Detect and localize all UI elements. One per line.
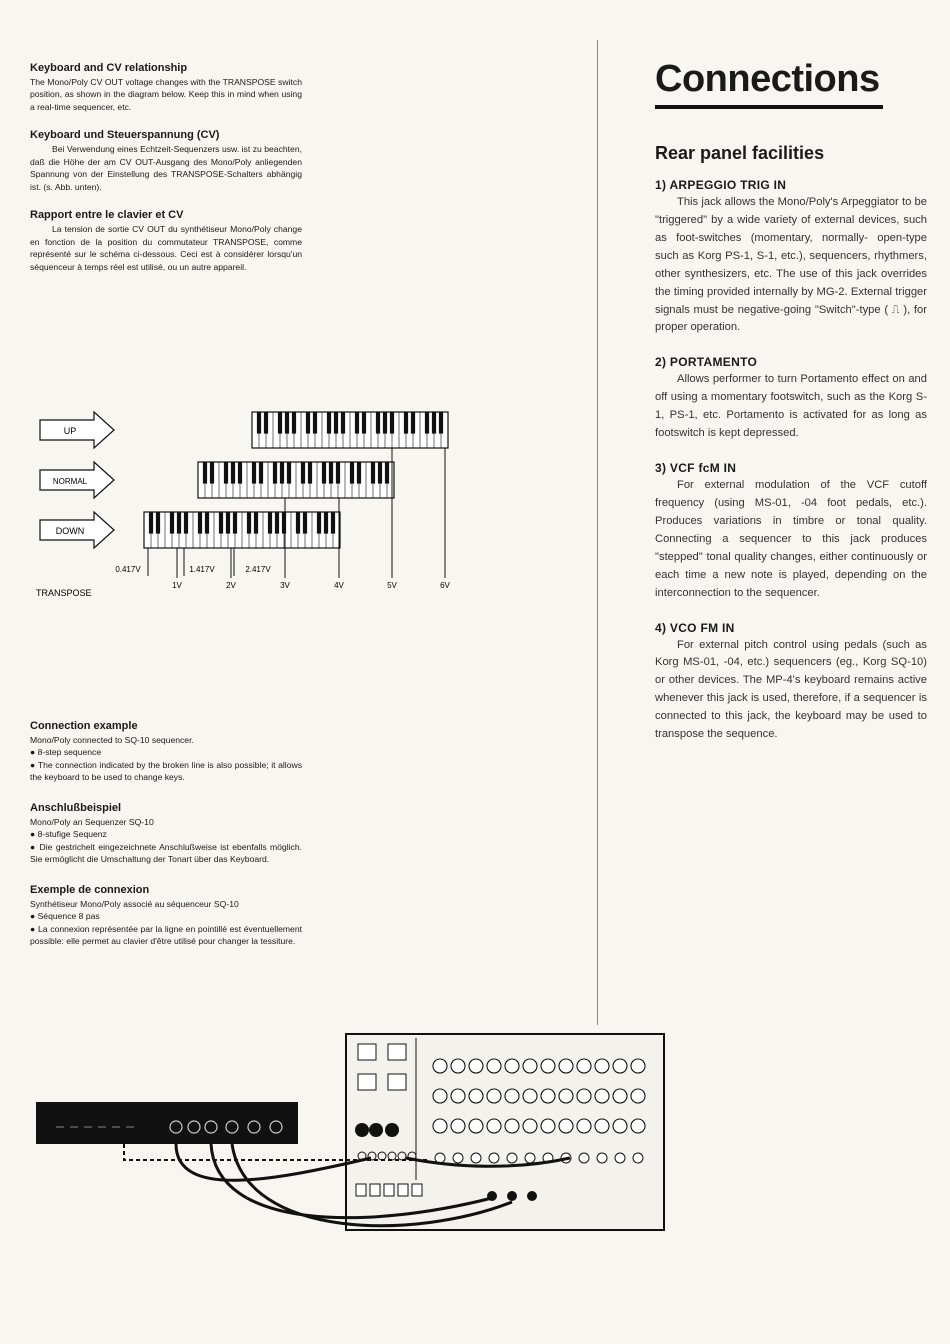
black-key	[205, 512, 209, 534]
connection-line: ● Séquence 8 pas	[30, 911, 100, 922]
sq10-knob	[541, 1089, 555, 1103]
black-key	[404, 412, 408, 434]
sq10-switch	[388, 1044, 406, 1060]
sq10-knob	[487, 1119, 501, 1133]
black-key	[231, 462, 235, 484]
section-cv-de	[30, 129, 302, 193]
sq10-step-jack	[597, 1153, 607, 1163]
black-key	[317, 512, 321, 534]
black-key	[329, 462, 333, 484]
black-key	[313, 412, 317, 434]
arrow-down-label: DOWN	[55, 526, 85, 536]
black-key	[233, 512, 237, 534]
black-key	[170, 512, 174, 534]
sq10-large-knob	[355, 1123, 369, 1137]
sq10-knob	[595, 1059, 609, 1073]
connection-line: ● 8-step sequence	[30, 747, 102, 758]
black-key	[292, 412, 296, 434]
page-title: Connections	[655, 58, 883, 109]
connection-illustration	[36, 1030, 666, 1240]
black-key	[224, 462, 228, 484]
black-key	[259, 462, 263, 484]
sq10-step-jack	[453, 1153, 463, 1163]
black-key	[184, 512, 188, 534]
voltage-label: 6V	[440, 581, 450, 590]
transpose-diagram	[30, 400, 470, 610]
transpose-diagram-svg	[30, 400, 470, 610]
connection-example-en	[30, 720, 302, 784]
arrow-up	[40, 412, 114, 448]
section-heading: Keyboard und Steuerspannung (CV)	[30, 129, 220, 142]
item-heading: 4) VCO FM IN	[655, 620, 735, 635]
sq10-knob	[559, 1059, 573, 1073]
sq10-switch	[358, 1044, 376, 1060]
sq10-knob	[523, 1089, 537, 1103]
right-column	[655, 58, 927, 762]
sq10-knob	[523, 1059, 537, 1073]
item-heading: 1) ARPEGGIO TRIG IN	[655, 178, 787, 192]
black-key	[254, 512, 258, 534]
section-body: Bei Verwendung eines Echtzeit-Sequenzers usw. ist zu beachten, daß die Höhe der am CV OUT-Ausgang des Mono/Poly anliegenden Spannung von der Einstellung des TRANSPOSE-Schalters abhängig ist. (s. Abb. unten).	[30, 144, 302, 192]
black-key	[247, 512, 251, 534]
sq10-step-jack	[579, 1153, 589, 1163]
black-key	[350, 462, 354, 484]
black-key	[355, 412, 359, 434]
black-key	[219, 512, 223, 534]
connection-line: ● The connection indicated by the broken line is also possible; it allows the keyboard to be used to change keys.	[30, 759, 302, 783]
sq10-knob	[433, 1119, 447, 1133]
connection-illustration-svg	[36, 1030, 666, 1240]
sq10-knob	[577, 1059, 591, 1073]
black-key	[371, 462, 375, 484]
voltage-label: 3V	[280, 581, 290, 590]
black-key	[336, 462, 340, 484]
sq10-knob	[613, 1089, 627, 1103]
sq10-knob	[451, 1059, 465, 1073]
section-heading: Rapport entre le clavier et CV	[30, 209, 184, 222]
black-key	[322, 462, 326, 484]
black-key	[268, 512, 272, 534]
black-key	[226, 512, 230, 534]
sq10-knob	[523, 1119, 537, 1133]
item-body: For external modulation of the VCF cutoff frequency (using MS-01, -04 foot pedals, etc.). Produces variations in timbre or tonal quality. Connecting a sequencer to this jack produces "stepped" tonal quality changes, either continuously or each time a new note is played, depending on the interconnection to the sequencer.	[655, 479, 927, 599]
section-body: La tension de sortie CV OUT du synthétiseur Mono/Poly change en fonction de la position du commutateur TRANSPOSE, comme représenté sur le schéma ci-dessous. Ceci est à considérer lorsqu'un séquenceur à temps réel est utilisé, ou un autre appareil.	[30, 224, 302, 272]
sq10-knob	[469, 1119, 483, 1133]
item-arpeggio-trig-in	[655, 178, 927, 337]
black-key	[308, 462, 312, 484]
item-portamento	[655, 355, 927, 443]
sq10-knob	[541, 1119, 555, 1133]
sq10-button	[398, 1184, 408, 1196]
sq10-large-knob	[369, 1123, 383, 1137]
arrow-up-label: UP	[63, 426, 77, 436]
section-subtitle: Rear panel facilities	[655, 143, 825, 163]
connection-example-de	[30, 802, 302, 866]
black-key	[390, 412, 394, 434]
connection-heading: Connection example	[30, 720, 138, 732]
keyboards-group	[144, 412, 448, 548]
connection-heading: Exemple de connexion	[30, 883, 150, 896]
black-key	[301, 462, 305, 484]
connection-line: Synthétiseur Mono/Poly associé au séquenceur SQ-10	[30, 898, 239, 909]
black-key	[198, 512, 202, 534]
connection-line: Mono/Poly an Sequenzer SQ-10	[30, 816, 154, 827]
connection-line: ● Die gestrichelt eingezeichnete Anschlußweise ist ebenfalls möglich. Sie ermöglicht die Umschaltung der Tonart über das Keyboard.	[30, 841, 302, 865]
sq10-knob	[433, 1059, 447, 1073]
black-key	[156, 512, 160, 534]
black-key	[149, 512, 153, 534]
black-key	[411, 412, 415, 434]
item-body: This jack allows the Mono/Poly's Arpeggiator to be "triggered" by a wide variety of external devices, such as foot-switches (momentary, normally- open-type such as Korg PS-1, S-1, etc.), sequencers, rhythmers, other synthesizers, etc. The use of this jack overrides the timing provided internally by MG-2. External trigger signals must be negative-going "Switch"-type ( ⎍ ), for proper operation.	[655, 196, 927, 334]
sq10-knob	[631, 1059, 645, 1073]
black-key	[303, 512, 307, 534]
black-key	[203, 462, 207, 484]
sq10-out-jack	[507, 1191, 517, 1201]
black-key	[306, 412, 310, 434]
arrow-normal-label: NORMAL	[52, 477, 88, 486]
sq10-step-jack	[615, 1153, 625, 1163]
section-cv-en	[30, 62, 302, 113]
black-key	[383, 412, 387, 434]
black-key	[334, 412, 338, 434]
sq10-knob	[613, 1059, 627, 1073]
sq10-knob	[559, 1089, 573, 1103]
item-body: Allows performer to turn Portamento effect on and off using a momentary footswitch, such as the Korg S-1, PS-1, etc. Portamento is activated for as long as footswitch is kept depressed.	[655, 373, 927, 440]
sq10-knob	[505, 1089, 519, 1103]
sq10-knob	[631, 1119, 645, 1133]
connection-examples	[30, 720, 302, 965]
connection-line: ● 8-stufige Sequenz	[30, 829, 107, 840]
black-key	[278, 412, 282, 434]
sq10-button	[356, 1184, 366, 1196]
sq10-button	[412, 1184, 422, 1196]
sq10-knob	[487, 1089, 501, 1103]
black-key	[264, 412, 268, 434]
sq10-knob	[613, 1119, 627, 1133]
voltage-label: 1V	[172, 581, 182, 590]
sq10-knob	[469, 1089, 483, 1103]
item-vco-fm-in	[655, 621, 927, 745]
voltage-label: 2V	[226, 581, 236, 590]
small-voltage-label: 1.417V	[189, 565, 215, 574]
sq10-knob	[505, 1119, 519, 1133]
black-key	[238, 462, 242, 484]
black-key	[287, 462, 291, 484]
arrow-down	[40, 512, 114, 548]
sq10-knob	[469, 1059, 483, 1073]
sq10-knob	[631, 1089, 645, 1103]
item-vcf-fcm-in	[655, 461, 927, 602]
sq10-knob	[595, 1089, 609, 1103]
section-cv-fr	[30, 209, 302, 273]
section-body: The Mono/Poly CV OUT voltage changes with the TRANSPOSE switch position, as shown in the diagram below. Keep this in mind when using a real-time sequencer, etc.	[30, 77, 302, 112]
sq10-knob	[505, 1059, 519, 1073]
sq10-knob	[577, 1089, 591, 1103]
sq10-knob	[433, 1089, 447, 1103]
sq10-button	[370, 1184, 380, 1196]
sq10-switch	[388, 1074, 406, 1090]
black-key	[331, 512, 335, 534]
item-body: For external pitch control using pedals (such as Korg MS-01, -04, etc.) sequencers (eg., Korg SQ-10) or other devices. The MP-4's keyboard remains active whenever this jack is used, therefore, if a sequencer is connected to this jack, the keyboard may be used to transpose the sequence.	[655, 638, 927, 741]
sq10-out-jack	[527, 1191, 537, 1201]
sq10-knob	[451, 1089, 465, 1103]
voltage-label: 5V	[387, 581, 397, 590]
item-heading: 3) VCF fcM IN	[655, 461, 737, 476]
left-column	[30, 62, 302, 289]
black-key	[376, 412, 380, 434]
small-voltage-label: 2.417V	[245, 565, 271, 574]
black-key	[327, 412, 331, 434]
sq10-knob	[487, 1059, 501, 1073]
sq10-knob	[595, 1119, 609, 1133]
sq10-step-jack	[471, 1153, 481, 1163]
black-key	[341, 412, 345, 434]
black-key	[324, 512, 328, 534]
black-key	[296, 512, 300, 534]
black-key	[280, 462, 284, 484]
sq10-step-jack	[525, 1153, 535, 1163]
sq10-knob	[577, 1119, 591, 1133]
black-key	[257, 412, 261, 434]
black-key	[362, 412, 366, 434]
black-key	[385, 462, 389, 484]
black-key	[439, 412, 443, 434]
sq10-button	[384, 1184, 394, 1196]
sq10-large-knob	[385, 1123, 399, 1137]
black-key	[285, 412, 289, 434]
connection-line: ● La connexion représentée par la ligne en pointillé est éventuellement possible: elle permet au clavier d'être utilisé pour changer la tessiture.	[30, 923, 302, 946]
black-key	[432, 412, 436, 434]
cable-1	[176, 1144, 371, 1180]
black-key	[273, 462, 277, 484]
black-key	[210, 462, 214, 484]
connection-example-fr	[30, 884, 302, 948]
black-key	[357, 462, 361, 484]
small-voltage-label: 0.417V	[115, 565, 141, 574]
black-key	[425, 412, 429, 434]
black-key	[252, 462, 256, 484]
sq10-step-jack	[507, 1153, 517, 1163]
black-key	[378, 462, 382, 484]
voltage-label: 4V	[334, 581, 344, 590]
sq10-step-jack	[633, 1153, 643, 1163]
sq10-step-jack	[489, 1153, 499, 1163]
connection-heading: Anschlußbeispiel	[30, 801, 122, 814]
transpose-label: TRANSPOSE	[36, 588, 92, 598]
arrow-normal	[40, 462, 114, 498]
item-heading: 2) PORTAMENTO	[655, 355, 758, 370]
sq10-switch	[358, 1074, 376, 1090]
black-key	[275, 512, 279, 534]
sq10-knob	[541, 1059, 555, 1073]
sq10-knob	[451, 1119, 465, 1133]
connection-line: Mono/Poly connected to SQ-10 sequencer.	[30, 735, 194, 745]
column-divider	[597, 40, 598, 1025]
section-heading: Keyboard and CV relationship	[30, 62, 188, 74]
black-key	[177, 512, 181, 534]
sq10-knob	[559, 1119, 573, 1133]
